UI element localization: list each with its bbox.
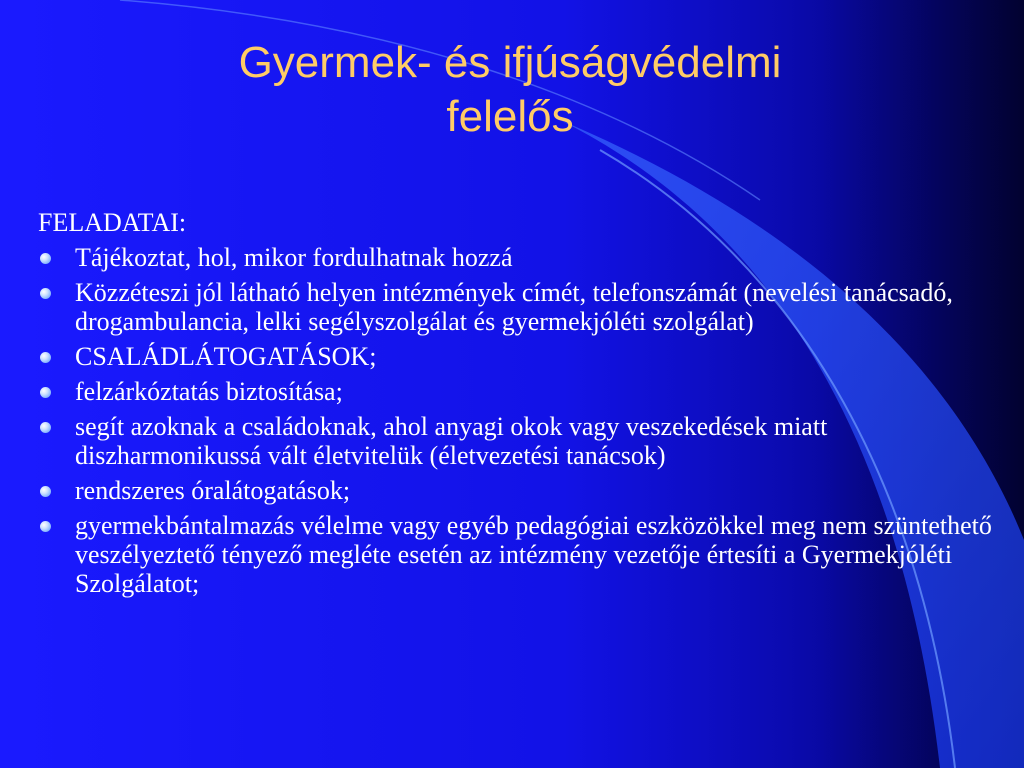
bullet-item [38, 476, 998, 505]
bullet-item [38, 243, 998, 272]
bullet-dot-icon [40, 288, 51, 299]
bullet-item [38, 342, 998, 371]
bullet-text: felzárkóztatás biztosítása; [75, 377, 343, 406]
slide-title-line-1: Gyermek- és ifjúságvédelmi [238, 38, 782, 87]
section-heading: FELADATAI: [38, 208, 187, 237]
bullet-text: segít azoknak a családoknak, ahol anyagi okok vagy veszekedések miatt diszharmonikussá vált életvitelük (életvezetési tanácsok) [75, 412, 828, 470]
bullet-item [38, 412, 998, 470]
bullet-dot-icon [40, 486, 51, 497]
bullet-dot-icon [40, 253, 51, 264]
bullet-list [38, 243, 998, 598]
bullet-dot-icon [40, 422, 51, 433]
bullet-text: Közzéteszi jól látható helyen intézmények címét, telefonszámát (nevelési tanácsadó, drogambulancia, lelki segélyszolgálat és gyermekjóléti szolgálat) [75, 278, 953, 336]
bullet-dot-icon [40, 521, 51, 532]
slide-title [80, 36, 940, 144]
bullet-item [38, 377, 998, 406]
bullet-text: rendszeres óralátogatások; [75, 476, 351, 505]
bullet-dot-icon [40, 387, 51, 398]
bullet-text: gyermekbántalmazás vélelme vagy egyéb pedagógiai eszközökkel meg nem szüntethető veszélyeztető tényező megléte esetén az intézmény vezetője értesíti a Gyermekjóléti Szolgálatot; [75, 511, 992, 598]
slide-body [38, 208, 998, 604]
bullet-dot-icon [40, 352, 51, 363]
slide-title-line-2: felelős [446, 92, 574, 141]
bullet-text: Tájékoztat, hol, mikor fordulhatnak hozzá [75, 243, 513, 272]
bullet-item [38, 278, 998, 336]
bullet-item [38, 511, 998, 598]
bullet-text: CSALÁDLÁTOGATÁSOK; [75, 342, 377, 371]
